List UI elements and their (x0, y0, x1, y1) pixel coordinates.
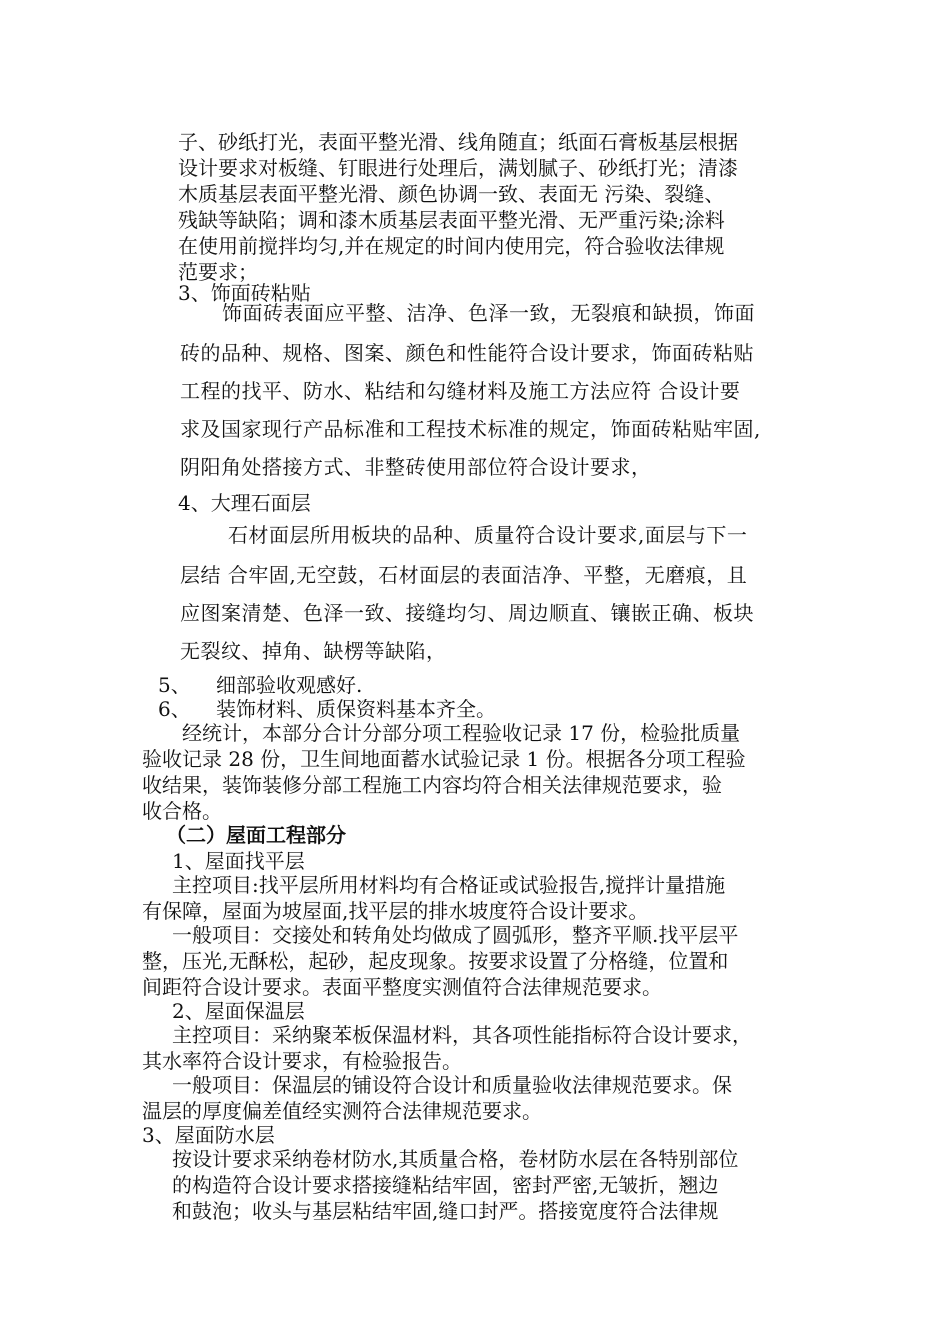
section-roof-title: （二）屋面工程部分 (166, 823, 346, 847)
tile-paragraph-line-2: 砖的品种、规格、图案、颜色和性能符合设计要求，饰面砖粘贴 (180, 341, 754, 365)
marble-paragraph-line-1: 石材面层所用板块的品种、质量符合设计要求,面层与下一 (228, 523, 748, 547)
insulation-general-line-1: 一般项目：保温层的铺设符合设计和质量验收法律规范要求。保 (172, 1073, 732, 1097)
list-item-5 (158, 672, 362, 698)
summary-line-2: 验收记录 28 份，卫生间地面蓄水试验记录 1 份。根据各分项工程验 (142, 747, 746, 771)
heading-roof-leveling: 1、屋面找平层 (172, 849, 305, 873)
tile-paragraph-line-1: 饰面砖表面应平整、洁净、色泽一致，无裂痕和缺损，饰面 (222, 301, 755, 325)
insulation-general-line-2: 温层的厚度偏差值经实测符合法律规范要求。 (142, 1099, 542, 1123)
summary-line-3: 收结果，装饰装修分部工程施工内容均符合相关法律规范要求，验 (142, 773, 722, 797)
marble-paragraph-line-4: 无裂纹、掉角、缺楞等缺陷， (180, 639, 447, 663)
marble-paragraph-line-3: 应图案清楚、色泽一致、接缝均匀、周边顺直、镶嵌正确、板块 (180, 601, 754, 625)
tile-paragraph-line-3: 工程的找平、防水、粘结和勾缝材料及施工方法应符 合设计要 (180, 379, 741, 403)
list-item-6-number: 6、 (158, 697, 191, 721)
list-item-5-number: 5、 (158, 673, 191, 697)
summary-line-1: 经统计，本部分合计分部分项工程验收记录 17 份，检验批质量 (182, 721, 741, 745)
leveling-general-line-1: 一般项目：交接处和转角处均做成了圆弧形，整齐平顺.找平层平 (172, 923, 739, 947)
list-item-6-text: 装饰材料、质保资料基本齐全。 (216, 697, 496, 721)
paint-paragraph-line-2: 设计要求对板缝、钉眼进行处理后，满划腻子、砂纸打光；清漆 (178, 156, 738, 180)
list-item-6 (158, 696, 496, 722)
heading-roof-waterproofing: 3、屋面防水层 (142, 1123, 275, 1147)
insulation-main-line-1: 主控项目：采纳聚苯板保温材料，其各项性能指标符合设计要求， (172, 1023, 752, 1047)
tile-paragraph-line-4: 求及国家现行产品标准和工程技术标准的规定，饰面砖粘贴牢固, (180, 417, 761, 441)
leveling-main-line-1: 主控项目:找平层所用材料均有合格证或试验报告,搅拌计量措施 (172, 873, 726, 897)
paint-paragraph-line-5: 在使用前搅拌均匀,并在规定的时间内使用完，符合验收法律规 (178, 234, 725, 258)
leveling-general-line-3: 间距符合设计要求。表面平整度实测值符合法律规范要求。 (142, 975, 662, 999)
heading-marble-layer: 4、大理石面层 (178, 491, 311, 515)
summary-line-4: 收合格。 (142, 799, 222, 823)
paint-paragraph-line-1: 子、砂纸打光，表面平整光滑、线角随直；纸面石膏板基层根据 (178, 130, 738, 154)
paint-paragraph-line-6: 范要求； (178, 260, 258, 284)
leveling-general-line-2: 整，压光,无酥松，起砂，起皮现象。按要求设置了分格缝，位置和 (142, 949, 729, 973)
waterproofing-line-3: 和鼓泡；收头与基层粘结牢固,缝口封严。搭接宽度符合法律规 (172, 1199, 719, 1223)
leveling-main-line-2: 有保障，屋面为坡屋面,找平层的排水坡度符合设计要求。 (142, 899, 649, 923)
tile-paragraph-line-5: 阴阳角处搭接方式、非整砖使用部位符合设计要求， (180, 455, 652, 479)
marble-paragraph-line-2: 层结 合牢固,无空鼓，石材面层的表面洁净、平整，无磨痕，且 (180, 563, 748, 587)
waterproofing-line-2: 的构造符合设计要求搭接缝粘结牢固，密封严密,无皱折，翘边 (172, 1173, 719, 1197)
paint-paragraph-line-4: 残缺等缺陷；调和漆木质基层表面平整光滑、无严重污染;涂料 (178, 208, 725, 232)
heading-roof-insulation: 2、屋面保温层 (172, 999, 305, 1023)
paint-paragraph-line-3: 木质基层表面平整光滑、颜色协调一致、表面无 污染、裂缝、 (178, 182, 725, 206)
list-item-5-text: 细部验收观感好. (216, 673, 363, 697)
heading-tile-veneer: 3、饰面砖粘贴 (178, 281, 311, 305)
insulation-main-line-2: 其水率符合设计要求，有检验报告。 (142, 1049, 462, 1073)
waterproofing-line-1: 按设计要求采纳卷材防水,其质量合格，卷材防水层在各特别部位 (172, 1147, 739, 1171)
